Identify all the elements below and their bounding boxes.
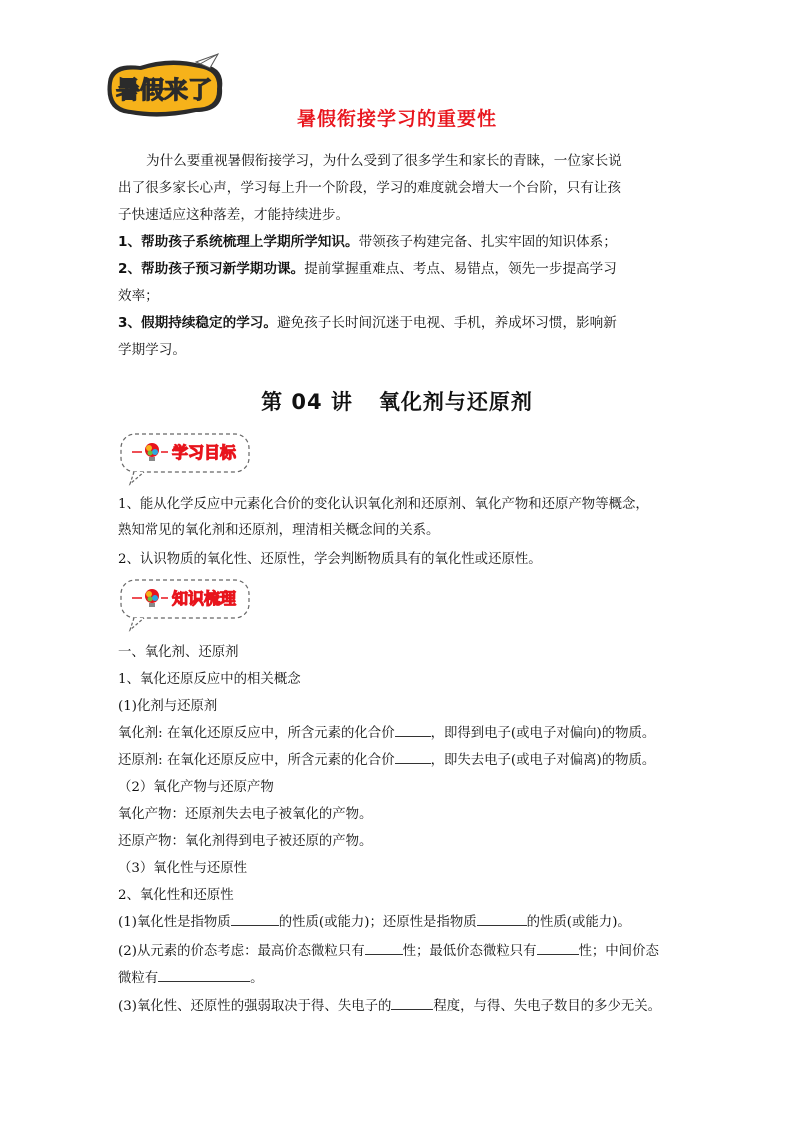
fill-in-blank (395, 749, 431, 764)
point-2 (118, 256, 678, 283)
goal-line-2: 熟知常见的氧化剂和还原剂，理清相关概念间的关系。 (118, 523, 440, 538)
point-2-cont: 效率； (118, 288, 159, 304)
badge-knowledge-text: 知识梳理 (171, 589, 237, 608)
section-1-heading: 一、氧化剂、还原剂 (118, 645, 239, 660)
reductant-post: ，即失去电子(或电子对偏离)的物质。 (430, 753, 656, 768)
oxidant-definition (118, 721, 688, 747)
knowledge-review-badge (118, 576, 253, 636)
property-2-a: (2)从元素的价态考虑：最高价态微粒只有 (118, 944, 365, 959)
goal-line-3: 2、认识物质的氧化性、还原性，学会判断物质具有的氧化性或还原性。 (118, 552, 542, 567)
oxidation-product: 氧化产物：还原剂失去电子被氧化的产物。 (118, 807, 373, 822)
reductant-definition (118, 748, 688, 774)
oxidant-post: ，即得到电子(或电子对偏向)的物质。 (430, 726, 656, 741)
point-1 (118, 229, 678, 256)
intro-paragraph (118, 148, 678, 364)
point-2-text: 提前掌握重难点、考点、易错点，领先一步提高学习 (304, 261, 617, 277)
intro-line: 子快速适应这种落差，才能持续进步。 (118, 207, 350, 223)
fill-in-blank (158, 967, 250, 982)
goal-line-1: 1、能从化学反应中元素化合价的变化认识氧化剂和还原剂、氧化产物和还原产物等概念， (118, 497, 649, 512)
fill-in-blank (477, 911, 527, 926)
badge-goals-text: 学习目标 (171, 443, 237, 462)
lecture-name: 氧化剂与还原剂 (378, 390, 533, 414)
sub-2-heading: 2、氧化性和还原性 (118, 888, 234, 903)
sub-1b-heading: （2）氧化产物与还原产物 (118, 780, 274, 795)
sub-1a-heading: (1)化剂与还原剂 (118, 699, 218, 714)
point-3 (118, 310, 678, 337)
fill-in-blank (537, 940, 579, 955)
property-3-b: 程度，与得、失电子数目的多少无关。 (433, 999, 662, 1014)
property-2 (118, 939, 688, 965)
intro-line: 出了很多家长心声，学习每上升一个阶段，学习的难度就会增大一个台阶，只有让孩 (118, 180, 621, 196)
reduction-product: 还原产物：氧化剂得到电子被还原的产物。 (118, 834, 373, 849)
fill-in-blank (395, 722, 431, 737)
header-title: 暑假衔接学习的重要性 (296, 108, 497, 130)
point-2-bold: 2、帮助孩子预习新学期功课。 (118, 261, 305, 277)
point-3-text: 避免孩子长时间沉迷于电视、手机，养成坏习惯，影响新 (277, 315, 617, 331)
property-3-a: (3)氧化性、还原性的强弱取决于得、失电子的 (118, 999, 392, 1014)
property-1 (118, 910, 688, 936)
fill-in-blank (365, 940, 403, 955)
property-1-b: 的性质(或能力)；还原性是指物质 (278, 915, 477, 930)
point-1-text: 带领孩子构建完备、扎实牢固的知识体系； (358, 234, 617, 250)
property-2-cont (118, 966, 688, 992)
sub-1c-heading: （3）氧化性与还原性 (118, 861, 248, 876)
point-3-bold: 3、假期持续稳定的学习。 (118, 315, 277, 331)
lecture-number: 第 04 讲 (261, 390, 353, 414)
property-2-b: 性；最低价态微粒只有 (402, 944, 537, 959)
learning-goals-badge (118, 430, 253, 490)
lecture-title (0, 386, 794, 416)
fill-in-blank (391, 995, 433, 1010)
point-1-bold: 1、帮助孩子系统梳理上学期所学知识。 (118, 234, 359, 250)
logo-text: 暑假来了 (116, 76, 212, 104)
point-3-cont: 学期学习。 (118, 342, 186, 358)
property-2-c: 性；中间价态 (578, 944, 659, 959)
reductant-pre: 还原剂: 在氧化还原反应中，所含元素的化合价 (118, 753, 395, 768)
property-1-c: 的性质(或能力)。 (526, 915, 631, 930)
property-2-cont-a: 微粒有 (118, 971, 159, 986)
property-2-cont-b: 。 (250, 971, 264, 986)
sub-1-heading: 1、氧化还原反应中的相关概念 (118, 672, 301, 687)
property-1-a: (1)氧化性是指物质 (118, 915, 231, 930)
fill-in-blank (231, 911, 279, 926)
property-3 (118, 994, 688, 1020)
intro-line: 为什么要重视暑假衔接学习，为什么受到了很多学生和家长的青睐，一位家长说 (146, 153, 622, 169)
oxidant-pre: 氧化剂: 在氧化还原反应中，所含元素的化合价 (118, 726, 395, 741)
